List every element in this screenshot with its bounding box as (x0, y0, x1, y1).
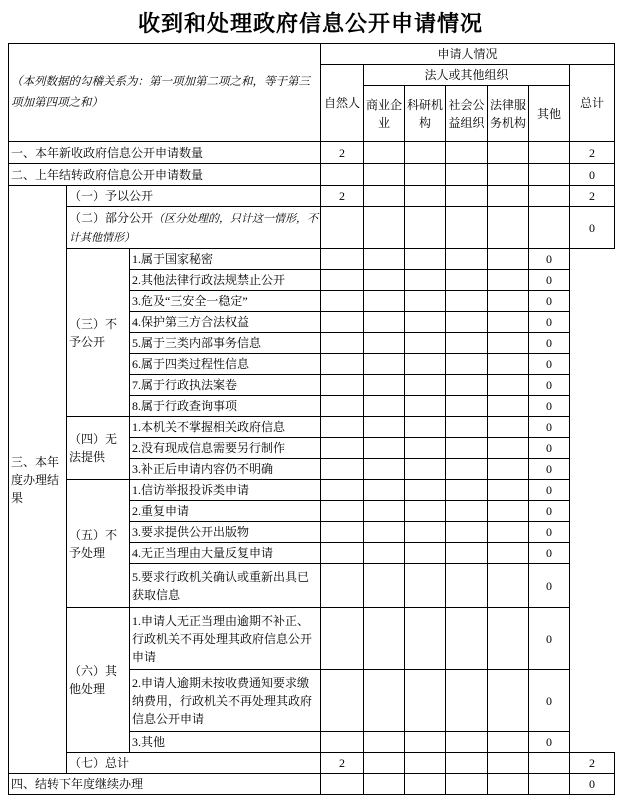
value-cell (364, 732, 405, 753)
value-cell (364, 608, 405, 670)
value-cell (321, 333, 364, 354)
row-label-carried-over: 二、上年结转政府信息公开申请数量 (9, 164, 321, 186)
value-cell-total: 0 (529, 249, 570, 270)
value-cell (321, 501, 364, 522)
value-cell-total: 0 (570, 774, 615, 795)
col-header-natural-person: 自然人 (321, 65, 364, 142)
item-label: 1.申请人无正当理由逾期不补正、行政机关不再处理其政府信息公开申请 (130, 608, 321, 670)
group-label-unable: （四）无法提供 (67, 417, 130, 480)
value-cell (364, 417, 405, 438)
value-cell (446, 249, 488, 270)
header-row-1 (9, 44, 615, 65)
value-cell (446, 354, 488, 375)
value-cell (405, 417, 446, 438)
col-header-legal-group: 法人或其他组织 (364, 65, 570, 86)
value-cell (446, 375, 488, 396)
group-label-other-handling: （六）其他处理 (67, 608, 130, 753)
page-title: 收到和处理政府信息公开申请情况 (137, 11, 483, 36)
value-cell (321, 732, 364, 753)
value-cell (488, 543, 529, 564)
value-cell (364, 142, 405, 164)
value-cell (405, 396, 446, 417)
value-cell (488, 417, 529, 438)
value-cell (321, 564, 364, 608)
value-cell-total: 0 (529, 396, 570, 417)
col-header-social-welfare: 社会公益组织 (446, 86, 488, 142)
value-cell (405, 774, 446, 795)
value-cell (446, 608, 488, 670)
value-cell (488, 564, 529, 608)
row-partial (9, 207, 615, 249)
value-cell-total: 0 (529, 333, 570, 354)
value-cell (529, 207, 570, 249)
value-cell (321, 670, 364, 732)
value-cell (321, 522, 364, 543)
value-cell-total: 0 (570, 207, 615, 249)
value-cell (488, 354, 529, 375)
value-cell (321, 291, 364, 312)
value-cell (488, 608, 529, 670)
value-cell (321, 270, 364, 291)
value-cell (488, 732, 529, 753)
value-cell (529, 164, 570, 186)
value-cell-total: 0 (529, 291, 570, 312)
value-cell-natural: 2 (321, 753, 364, 774)
value-cell (446, 186, 488, 207)
value-cell (529, 753, 570, 774)
value-cell-total: 0 (529, 438, 570, 459)
value-cell (488, 459, 529, 480)
item-label: 6.属于四类过程性信息 (130, 354, 321, 375)
value-cell (405, 312, 446, 333)
row-unable-1 (9, 417, 615, 438)
item-label: 5.属于三类内部事务信息 (130, 333, 321, 354)
value-cell (488, 396, 529, 417)
value-cell-total: 0 (529, 732, 570, 753)
value-cell (405, 333, 446, 354)
value-cell (488, 774, 529, 795)
row-otherh-1 (9, 608, 615, 670)
value-cell-natural: 2 (321, 142, 364, 164)
row-label-section-results: 三、本年度办理结果 (9, 186, 67, 774)
reconciliation-note-text: （本列数据的勾稽关系为：第一项加第二项之和，等于第三项加第四项之和） (11, 75, 310, 109)
value-cell-total: 0 (529, 543, 570, 564)
value-cell (321, 608, 364, 670)
partial-note: （区分处理的，只计这一情形，不计其他情形） (69, 213, 319, 244)
value-cell (446, 501, 488, 522)
disclosure-table (8, 43, 615, 795)
value-cell (446, 417, 488, 438)
value-cell (364, 522, 405, 543)
value-cell-total: 0 (529, 375, 570, 396)
value-cell (364, 375, 405, 396)
value-cell (488, 186, 529, 207)
item-label: 2.申请人逾期未按收费通知要求缴纳费用，行政机关不再处理其政府信息公开申请 (130, 670, 321, 732)
row-next-year (9, 774, 615, 795)
value-cell (364, 186, 405, 207)
value-cell-total: 2 (570, 186, 615, 207)
item-label: 1.信访举报投诉类申请 (130, 480, 321, 501)
value-cell (364, 543, 405, 564)
value-cell (321, 312, 364, 333)
value-cell (446, 291, 488, 312)
value-cell (446, 312, 488, 333)
row-new-received (9, 142, 615, 164)
value-cell (364, 564, 405, 608)
col-header-commercial: 商业企业 (364, 86, 405, 142)
value-cell (488, 670, 529, 732)
item-label: 2.其他法律行政法规禁止公开 (130, 270, 321, 291)
value-cell (321, 207, 364, 249)
row-carried-over (9, 164, 615, 186)
value-cell (364, 333, 405, 354)
value-cell (364, 774, 405, 795)
value-cell (405, 753, 446, 774)
value-cell (529, 774, 570, 795)
value-cell (321, 417, 364, 438)
row-subtotal (9, 753, 615, 774)
value-cell (446, 438, 488, 459)
value-cell (446, 753, 488, 774)
value-cell (446, 270, 488, 291)
value-cell (364, 164, 405, 186)
item-label: 7.属于行政执法案卷 (130, 375, 321, 396)
value-cell-total: 0 (529, 480, 570, 501)
value-cell (405, 480, 446, 501)
value-cell-total: 0 (529, 312, 570, 333)
group-label-not-processed: （五）不予处理 (67, 480, 130, 608)
value-cell (364, 438, 405, 459)
value-cell-total: 0 (529, 501, 570, 522)
value-cell (488, 270, 529, 291)
value-cell (405, 142, 446, 164)
value-cell (321, 396, 364, 417)
row-label-partial (67, 207, 321, 249)
row-label-next-year: 四、结转下年度继续办理 (9, 774, 321, 795)
value-cell (446, 543, 488, 564)
value-cell (446, 164, 488, 186)
value-cell (529, 142, 570, 164)
item-label: 3.危及“三安全一稳定” (130, 291, 321, 312)
value-cell (488, 753, 529, 774)
col-header-applicant-group: 申请人情况 (321, 44, 615, 65)
value-cell (529, 186, 570, 207)
value-cell (446, 732, 488, 753)
value-cell-total: 2 (570, 142, 615, 164)
value-cell (446, 459, 488, 480)
value-cell (405, 501, 446, 522)
value-cell (321, 459, 364, 480)
col-header-other: 其他 (529, 86, 570, 142)
item-label: 5.要求行政机关确认或重新出具已获取信息 (130, 564, 321, 608)
value-cell (446, 670, 488, 732)
value-cell (321, 249, 364, 270)
item-label: 3.要求提供公开出版物 (130, 522, 321, 543)
col-header-legal-service: 法律服务机构 (488, 86, 529, 142)
row-label-new-received: 一、本年新收政府信息公开申请数量 (9, 142, 321, 164)
value-cell-total: 0 (529, 564, 570, 608)
value-cell (488, 249, 529, 270)
item-label: 3.其他 (130, 732, 321, 753)
value-cell (364, 312, 405, 333)
value-cell-total: 0 (529, 354, 570, 375)
value-cell (488, 375, 529, 396)
value-cell (364, 207, 405, 249)
value-cell (405, 164, 446, 186)
value-cell (405, 438, 446, 459)
value-cell (405, 207, 446, 249)
item-label: 1.本机关不掌握相关政府信息 (130, 417, 321, 438)
value-cell (364, 459, 405, 480)
value-cell (405, 186, 446, 207)
value-cell (488, 501, 529, 522)
value-cell-total: 0 (529, 417, 570, 438)
value-cell (446, 564, 488, 608)
value-cell-natural: 2 (321, 186, 364, 207)
value-cell-total: 0 (529, 270, 570, 291)
row-label-subtotal: （七）总计 (67, 753, 321, 774)
value-cell-total: 0 (529, 459, 570, 480)
item-label: 2.重复申请 (130, 501, 321, 522)
value-cell (446, 774, 488, 795)
row-denied-1 (9, 249, 615, 270)
value-cell (405, 354, 446, 375)
value-cell (488, 291, 529, 312)
value-cell (405, 270, 446, 291)
group-label-denied: （三）不予公开 (67, 249, 130, 417)
value-cell (364, 753, 405, 774)
value-cell (364, 480, 405, 501)
value-cell (488, 480, 529, 501)
value-cell (405, 522, 446, 543)
row-label-granted: （一）予以公开 (67, 186, 321, 207)
value-cell (446, 396, 488, 417)
value-cell (446, 333, 488, 354)
value-cell-total: 0 (529, 608, 570, 670)
value-cell-total: 0 (529, 522, 570, 543)
value-cell (446, 480, 488, 501)
value-cell (405, 249, 446, 270)
value-cell (364, 354, 405, 375)
value-cell (488, 207, 529, 249)
value-cell (405, 291, 446, 312)
value-cell (405, 375, 446, 396)
partial-label: （二）部分公开 (69, 211, 154, 225)
value-cell (488, 333, 529, 354)
value-cell (364, 396, 405, 417)
value-cell (405, 564, 446, 608)
value-cell (446, 142, 488, 164)
value-cell (364, 249, 405, 270)
value-cell (321, 164, 364, 186)
value-cell (446, 207, 488, 249)
value-cell (321, 354, 364, 375)
value-cell (405, 459, 446, 480)
value-cell (321, 774, 364, 795)
value-cell (364, 670, 405, 732)
item-label: 4.保护第三方合法权益 (130, 312, 321, 333)
value-cell (405, 543, 446, 564)
row-notproc-1 (9, 480, 615, 501)
value-cell (321, 375, 364, 396)
value-cell (321, 543, 364, 564)
value-cell-total: 0 (529, 670, 570, 732)
item-label: 1.属于国家秘密 (130, 249, 321, 270)
value-cell (488, 142, 529, 164)
value-cell (488, 312, 529, 333)
value-cell (321, 438, 364, 459)
value-cell-total: 0 (570, 164, 615, 186)
item-label: 3.补正后申请内容仍不明确 (130, 459, 321, 480)
value-cell (405, 670, 446, 732)
value-cell (405, 608, 446, 670)
col-header-total: 总计 (570, 65, 615, 142)
value-cell (321, 480, 364, 501)
row-granted (9, 186, 615, 207)
value-cell (488, 438, 529, 459)
value-cell (488, 522, 529, 543)
value-cell (405, 732, 446, 753)
value-cell (364, 501, 405, 522)
value-cell (364, 291, 405, 312)
value-cell (488, 164, 529, 186)
value-cell (364, 270, 405, 291)
item-label: 8.属于行政查询事项 (130, 396, 321, 417)
reconciliation-note (9, 44, 321, 142)
item-label: 2.没有现成信息需要另行制作 (130, 438, 321, 459)
value-cell (446, 522, 488, 543)
col-header-research: 科研机构 (405, 86, 446, 142)
value-cell-total: 2 (570, 753, 615, 774)
item-label: 4.无正当理由大量反复申请 (130, 543, 321, 564)
